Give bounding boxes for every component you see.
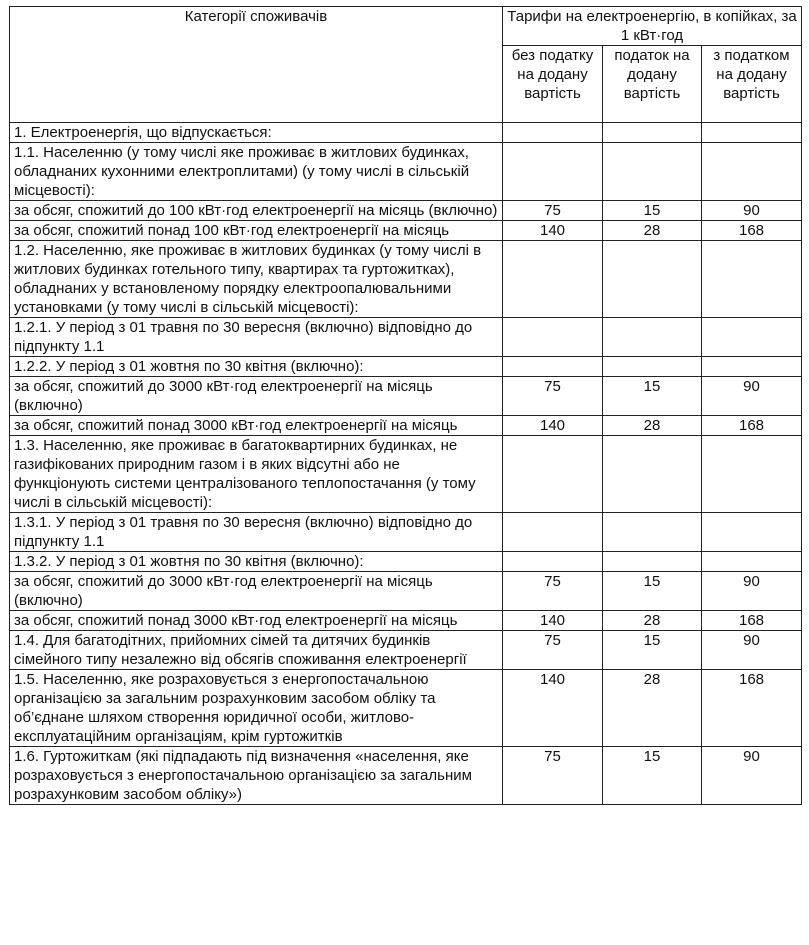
- table-row: [10, 747, 802, 805]
- tariff-table: [9, 6, 802, 805]
- header-without-vat: без податку на додану вартість: [503, 46, 603, 123]
- vat-cell: 28: [603, 221, 702, 241]
- tariff-with-vat-cell: [702, 552, 802, 572]
- tariff-without-vat-cell: 140: [503, 670, 603, 747]
- tariff-with-vat-cell: [702, 318, 802, 357]
- header-tariff: Тарифи на електроенергію, в копійках, за 1 кВт·год: [503, 7, 802, 46]
- tariff-with-vat-cell: 168: [702, 416, 802, 436]
- vat-cell: [603, 513, 702, 552]
- tariff-with-vat-cell: [702, 143, 802, 201]
- header-vat: податок на додану вартість: [603, 46, 702, 123]
- tariff-without-vat-cell: [503, 357, 603, 377]
- tariff-with-vat-cell: 168: [702, 670, 802, 747]
- tariff-without-vat-cell: 75: [503, 572, 603, 611]
- tariff-without-vat-cell: 75: [503, 747, 603, 805]
- vat-cell: [603, 357, 702, 377]
- vat-cell: [603, 436, 702, 513]
- vat-cell: 15: [603, 377, 702, 416]
- tariff-with-vat-cell: [702, 241, 802, 318]
- vat-cell: 15: [603, 631, 702, 670]
- category-cell: 1.2. Населенню, яке проживає в житлових будинках (у тому числі в житлових будинках готельного типу, квартирах та гуртожитках), обладнаних у встановленому порядку електроопалювальними установками (у тому числі в сільській місцевості):: [10, 241, 503, 318]
- tariff-without-vat-cell: 140: [503, 611, 603, 631]
- table-row: [10, 552, 802, 572]
- tariff-without-vat-cell: [503, 318, 603, 357]
- table-row: [10, 513, 802, 552]
- table-row: [10, 572, 802, 611]
- header-with-vat: з податком на додану вартість: [702, 46, 802, 123]
- tariff-with-vat-cell: 90: [702, 201, 802, 221]
- tariff-with-vat-cell: 90: [702, 572, 802, 611]
- vat-cell: [603, 143, 702, 201]
- header-category: Категорії споживачів: [10, 7, 503, 123]
- tariff-with-vat-cell: [702, 436, 802, 513]
- tariff-without-vat-cell: 75: [503, 201, 603, 221]
- category-cell: 1.4. Для багатодітних, прийомних сімей та дитячих будинків сімейного типу незалежно від обсягів споживання електроенергії: [10, 631, 503, 670]
- category-cell: 1.3.2. У період з 01 жовтня по 30 квітня (включно):: [10, 552, 503, 572]
- tariff-without-vat-cell: 75: [503, 631, 603, 670]
- vat-cell: [603, 241, 702, 318]
- vat-cell: 28: [603, 416, 702, 436]
- tariff-with-vat-cell: 168: [702, 221, 802, 241]
- vat-cell: 28: [603, 670, 702, 747]
- tariff-without-vat-cell: [503, 123, 603, 143]
- tariff-with-vat-cell: 168: [702, 611, 802, 631]
- table-row: [10, 436, 802, 513]
- tariff-with-vat-cell: 90: [702, 377, 802, 416]
- category-cell: 1.6. Гуртожиткам (які підпадають під визначення «населення, яке розраховується з енергопостачальною організацією за загальним розрахунковим засобом обліку»): [10, 747, 503, 805]
- vat-cell: [603, 552, 702, 572]
- category-cell: 1. Електроенергія, що відпускається:: [10, 123, 503, 143]
- category-cell: за обсяг, спожитий до 3000 кВт·год електроенергії на місяць (включно): [10, 377, 503, 416]
- category-cell: за обсяг, спожитий до 3000 кВт·год електроенергії на місяць (включно): [10, 572, 503, 611]
- tariff-without-vat-cell: [503, 552, 603, 572]
- category-cell: 1.3. Населенню, яке проживає в багатоквартирних будинках, не газифікованих природним газом і в яких відсутні або не функціонують системи централізованого теплопостачання (у тому числі в сільській місцевості):: [10, 436, 503, 513]
- category-cell: за обсяг, спожитий до 100 кВт·год електроенергії на місяць (включно): [10, 201, 503, 221]
- table-row: [10, 631, 802, 670]
- table-row: [10, 670, 802, 747]
- tariff-with-vat-cell: [702, 357, 802, 377]
- category-cell: за обсяг, спожитий понад 100 кВт·год електроенергії на місяць: [10, 221, 503, 241]
- vat-cell: [603, 123, 702, 143]
- category-cell: 1.2.1. У період з 01 травня по 30 вересня (включно) відповідно до підпункту 1.1: [10, 318, 503, 357]
- tariff-without-vat-cell: [503, 513, 603, 552]
- tariff-without-vat-cell: [503, 241, 603, 318]
- category-cell: 1.2.2. У період з 01 жовтня по 30 квітня (включно):: [10, 357, 503, 377]
- table-row: [10, 123, 802, 143]
- vat-cell: 15: [603, 201, 702, 221]
- table-row: [10, 318, 802, 357]
- tariff-with-vat-cell: [702, 513, 802, 552]
- table-row: [10, 201, 802, 221]
- tariff-without-vat-cell: [503, 143, 603, 201]
- tariff-without-vat-cell: [503, 436, 603, 513]
- tariff-without-vat-cell: 140: [503, 221, 603, 241]
- category-cell: за обсяг, спожитий понад 3000 кВт·год електроенергії на місяць: [10, 611, 503, 631]
- tariff-with-vat-cell: 90: [702, 747, 802, 805]
- table-row: [10, 357, 802, 377]
- tariff-without-vat-cell: 140: [503, 416, 603, 436]
- tariff-with-vat-cell: [702, 123, 802, 143]
- tariff-with-vat-cell: 90: [702, 631, 802, 670]
- table-row: [10, 221, 802, 241]
- category-cell: 1.5. Населенню, яке розраховується з енергопостачальною організацією за загальним розрахунковим засобом обліку та об’єднане шляхом створення юридичної особи, житлово-експлуатаційним організаціям, крім гуртожитків: [10, 670, 503, 747]
- vat-cell: 15: [603, 572, 702, 611]
- table-row: [10, 611, 802, 631]
- table-body: [10, 123, 802, 805]
- vat-cell: 28: [603, 611, 702, 631]
- table-row: [10, 377, 802, 416]
- vat-cell: [603, 318, 702, 357]
- table-row: [10, 416, 802, 436]
- category-cell: за обсяг, спожитий понад 3000 кВт·год електроенергії на місяць: [10, 416, 503, 436]
- vat-cell: 15: [603, 747, 702, 805]
- category-cell: 1.1. Населенню (у тому числі яке проживає в житлових будинках, обладнаних кухонними електроплитами) (у тому числі в сільській місцевості):: [10, 143, 503, 201]
- category-cell: 1.3.1. У період з 01 травня по 30 вересня (включно) відповідно до підпункту 1.1: [10, 513, 503, 552]
- tariff-without-vat-cell: 75: [503, 377, 603, 416]
- table-row: [10, 241, 802, 318]
- table-row: [10, 143, 802, 201]
